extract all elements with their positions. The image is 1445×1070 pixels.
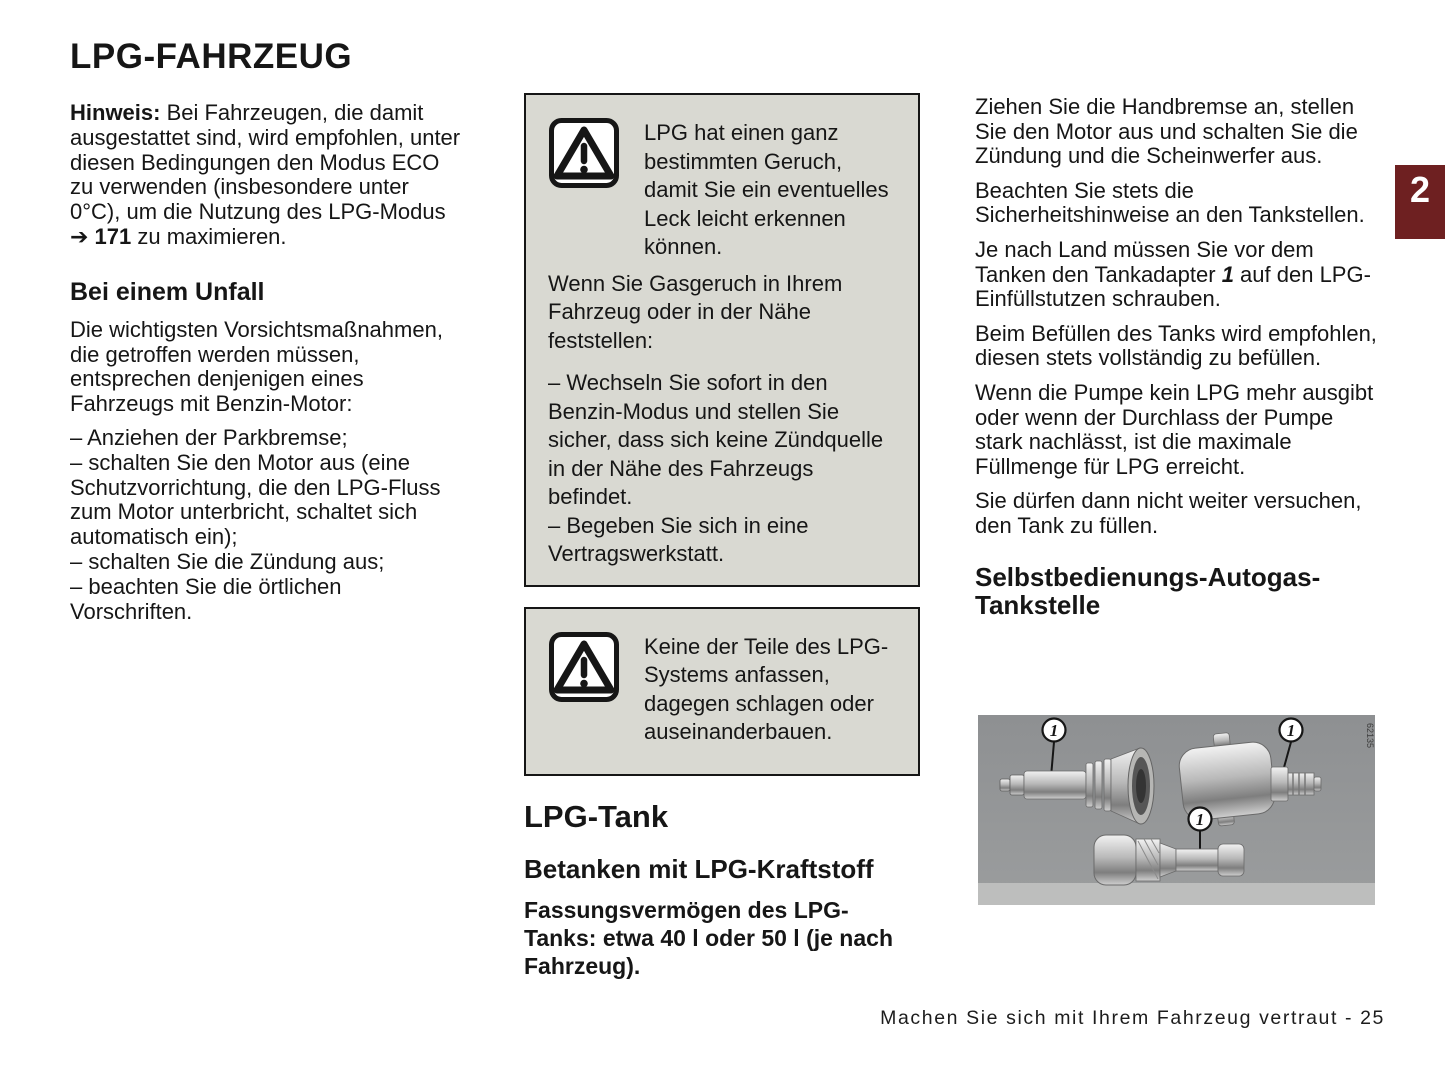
warning-box-no-touch xyxy=(524,607,920,776)
note-paragraph xyxy=(70,101,464,250)
adapter-callout-number: 1 xyxy=(1221,261,1234,287)
accident-item: – schalten Sie den Motor aus (eine Schutzvorrichtung, die den LPG-Fluss zum Motor unterbricht, schaltet sich automatisch ein); xyxy=(70,449,441,550)
note-label: Hinweis: xyxy=(70,100,161,125)
paragraph: Wenn die Pumpe kein LPG mehr ausgibt oder wenn der Durchlass der Pumpe stark nachlässt, ist die maximale Füllmenge für LPG erreicht. xyxy=(975,379,1374,479)
note-page-reference: ➔ 171 xyxy=(70,223,132,249)
warning-lead-text: LPG hat einen ganz bestimmten Geruch, damit Sie ein eventuelles Leck leicht erkennen können. xyxy=(644,120,889,259)
paragraph: Beachten Sie stets die Sicherheitshinweise an den Tankstellen. xyxy=(975,177,1365,228)
warning-item: – Begeben Sie sich in eine Vertragswerkstatt. xyxy=(548,512,809,566)
paragraph: Sie dürfen dann nicht weiter versuchen, den Tank zu füllen. xyxy=(975,488,1362,538)
accident-intro: Die wichtigsten Vorsichtsmaßnahmen, die getroffen werden müssen, entsprechen denjenigen eines Fahrzeugs mit Benzin-Motor: xyxy=(70,316,443,417)
callout-label: 1 xyxy=(1286,721,1296,740)
lpg-tank-heading: LPG-Tank xyxy=(524,798,669,834)
accident-heading: Bei einem Unfall xyxy=(70,277,265,306)
callout-label: 1 xyxy=(1049,721,1059,740)
warning-paragraph: Wenn Sie Gasgeruch in Ihrem Fahrzeug oder in der Nähe feststellen: xyxy=(548,270,843,353)
warning-triangle-icon xyxy=(548,631,620,703)
self-service-station-heading: Selbstbedienungs-Autogas-Tankstelle xyxy=(975,561,1321,620)
middle-column xyxy=(524,93,920,980)
figure-code: 62135 xyxy=(1365,723,1375,749)
adapter-text-pre: Je nach Land müssen Sie vor dem Tanken den Tankadapter xyxy=(975,236,1314,287)
warning-box-gas-smell xyxy=(524,93,920,587)
adapter-text-post: auf den LPG-Einfüllstutzen schrauben. xyxy=(975,261,1371,312)
left-column xyxy=(70,38,464,624)
right-column xyxy=(975,95,1377,619)
chapter-tab: 2 xyxy=(1395,165,1445,239)
warning-lead-text: Keine der Teile des LPG-Systems anfassen, dagegen schlagen oder auseinanderbauen. xyxy=(644,633,889,744)
paragraph: Beim Befüllen des Tanks wird empfohlen, diesen stets vollständig zu befüllen. xyxy=(975,320,1377,371)
adapter-photo xyxy=(978,715,1375,905)
page-footer: Machen Sie sich mit Ihrem Fahrzeug vertraut - 25 xyxy=(880,1007,1385,1029)
note-suffix: zu maximieren. xyxy=(131,223,287,249)
paragraph: Ziehen Sie die Handbremse an, stellen Sie den Motor aus und schalten Sie die Zündung und die Scheinwerfer aus. xyxy=(975,94,1358,169)
accident-item: – beachten Sie die örtlichen Vorschriften. xyxy=(70,573,342,624)
paragraph-adapter xyxy=(975,238,1377,312)
accident-item: – Anziehen der Parkbremse; xyxy=(70,424,348,450)
note-text: Bei Fahrzeugen, die damit ausgestattet sind, wird empfohlen, unter diesen Bedingungen den Modus ECO zu verwenden (insbesondere unter 0°C), um die Nutzung des LPG-Modus xyxy=(70,100,461,225)
warning-triangle-icon xyxy=(548,117,620,189)
callout-label: 1 xyxy=(1195,810,1205,829)
accident-item: – schalten Sie die Zündung aus; xyxy=(70,548,385,574)
page-title: LPG-FAHRZEUG xyxy=(70,37,353,76)
warning-item: – Wechseln Sie sofort in den Benzin-Modus und stellen Sie sicher, dass sich keine Zündquelle in der Nähe des Fahrzeugs befindet. xyxy=(548,370,884,509)
tank-capacity-text: Fassungsvermögen des LPG-Tanks: etwa 40 l oder 50 l (je nach Fahrzeug). xyxy=(524,896,893,979)
refuel-subheading: Betanken mit LPG-Kraftstoff xyxy=(524,853,874,884)
